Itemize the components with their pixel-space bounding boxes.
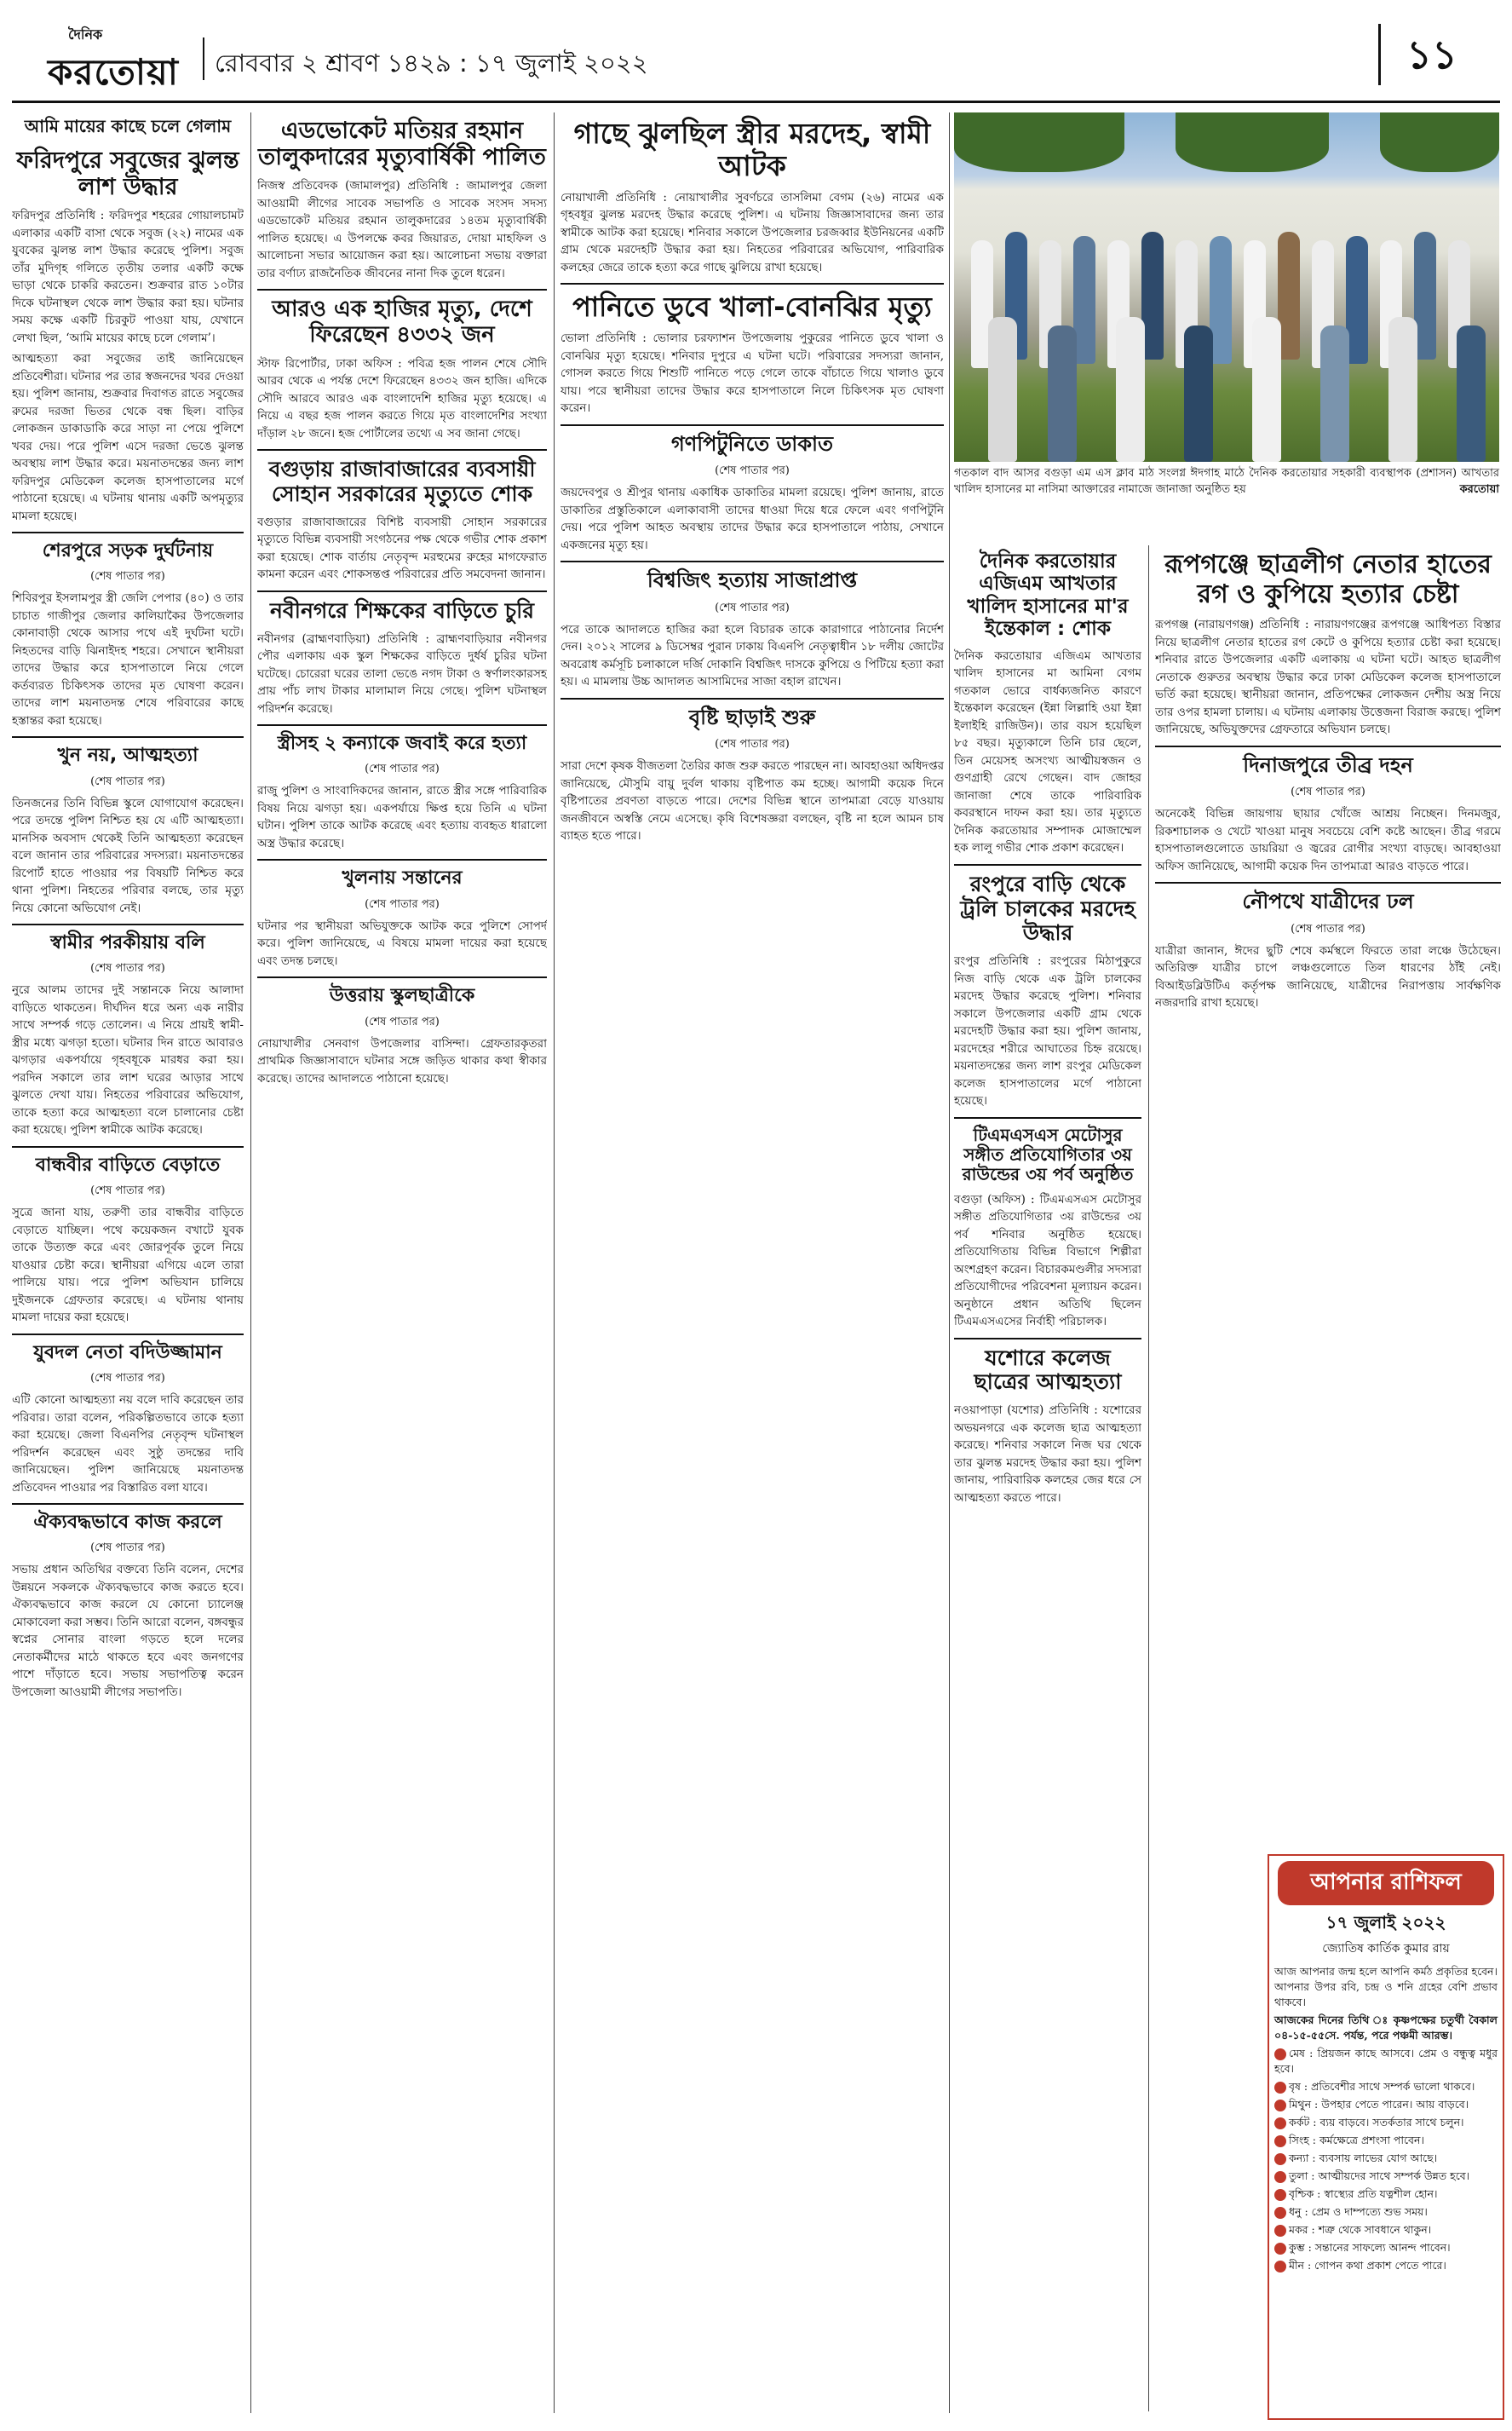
uttara-body: নোয়াখালীর সেনবাগ উপজেলার বাসিন্দা। গ্রেফতারকৃতরা প্রাথমিক জিজ্ঞাসাবাদে ঘটনার সঙ্গে জড়িত থাকার কথা স্বীকার করেছে। তাদের আদালতে পাঠানো হয়েছে।: [257, 1036, 547, 1086]
saja-headline: বিশ্বজিৎ হত্যায় সাজাপ্রাপ্ত: [647, 568, 858, 593]
divider: [954, 1117, 1141, 1119]
zodiac-icon: [1274, 2100, 1286, 2111]
bandhobi-headline: বান্ধবীর বাড়িতে বেড়াতে: [35, 1154, 221, 1176]
horoscope-sign-item: [1274, 2115, 1498, 2130]
horoscope-title: আপনার রাশিফল: [1278, 1861, 1494, 1905]
newspaper-logo: [43, 19, 179, 93]
jashore-headline: যশোরে কলেজ ছাত্রের আত্মহত্যা: [974, 1345, 1122, 1395]
hajji-headline: আরও এক হাজির মৃত্যু, দেশে ফিরেছেন ৪৩৩২ জন: [272, 297, 532, 348]
juboo-contd: (শেষ পাতার পর): [90, 1372, 165, 1385]
column-rule: [554, 112, 555, 2413]
horoscope-author: জ্যোতিষ কার্তিক কুমার রায়: [1322, 1942, 1450, 1956]
column-3: [561, 112, 944, 2413]
horoscope-sign-item: [1274, 2258, 1498, 2273]
unity-body: সভায় প্রধান অতিথির বক্তব্যে তিনি বলেন, দেশের উন্নয়নে সকলকে ঐক্যবদ্ধভাবে কাজ করতে হবে। ঐক্যবদ্ধভাবে কাজ করলে যে কোনো চ্যালেঞ্জ মোকাবেলা করা সম্ভব। তিনি আরো বলেন, বঙ্গবন্ধুর স্বপ্নের সোনার বাংলা গড়তে হলে দলের নেতাকর্মীদের মাঠে থাকতে হবে এবং জনগণের পাশে দাঁড়াতে হবে। সভায় সভাপতিত্ব করেন উপজেলা আওয়ামী লীগের সভাপতি।: [12, 1563, 244, 1699]
drown-body: ভোলা প্রতিনিধি : ভোলার চরফ্যাশন উপজেলায় পুকুরের পানিতে ডুবে খালা ও বোনঝির মৃত্যু হয়েছে। শনিবার দুপুরে এ ঘটনা ঘটে। পরিবারের সদস্যরা জানান, গোসল করতে গিয়ে শিশুটি পানিতে পড়ে গেলে তাকে বাঁচাতে গিয়ে খালাও ডুবে যায়। পরে স্থানীয়রা তাদের উদ্ধার করে হাসপাতালে নিলে চিকিৎসক মৃত ঘোষণা করেন।: [561, 331, 944, 416]
zodiac-icon: [1274, 2171, 1286, 2183]
wife-contd: (শেষ পাতার পর): [90, 962, 165, 976]
music-headline: টিএমএসএস মেটোসুর সঙ্গীত প্রতিযোগিতার ৩য় রাউন্ডের ৩য় পর্ব অনুষ্ঠিত: [962, 1124, 1134, 1184]
murder-body: তিনজনের তিনি বিভিন্ন স্কুলে যোগাযোগ করেছেন। পরে তদন্তে পুলিশ নিশ্চিত হয় যে এটি আত্মহত্যা। মানসিক অবসাদ থেকেই তিনি আত্মহত্যা করেছেন বলে জানান তার পরিবারের সদস্যরা। ময়নাতদন্তের রিপোর্ট হাতে পাওয়ার পর বিষয়টি নিশ্চিত করে থানা পুলিশ। নিহতের পরিবার বলছে, তার মৃত্যু নিয়ে কোনো অভিযোগ নেই।: [12, 796, 244, 915]
column-rule: [1148, 545, 1149, 2411]
troli-body: রংপুর প্রতিনিধি : রংপুরের মিঠাপুকুরে নিজ বাড়ি থেকে এক ট্রলি চালকের মরদেহ উদ্ধার করেছে পুলিশ। শনিবার সকালে উপজেলার একটি গ্রাম থেকে মরদেহটি উদ্ধার করা হয়। পুলিশ জানায়, মরদেহের শরীরে আঘাতের চিহ্ন রয়েছে। ময়নাতদন্তের জন্য লাশ রংপুর মেডিকেল কলেজ হাসপাতালের মর্গে পাঠানো হয়েছে।: [954, 954, 1141, 1108]
column-2: [257, 112, 547, 2413]
nouka-headline: নৌপথে যাত্রীদের ঢল: [1242, 890, 1414, 914]
horoscope-sign-item: [1274, 2079, 1498, 2094]
column-5: [1155, 545, 1501, 1841]
photo-person: [1184, 325, 1213, 462]
zodiac-icon: [1274, 2261, 1286, 2273]
uttara-headline: উত্তরায় স্কুলছাত্রীকে: [329, 985, 475, 1007]
photo-caption-text: গতকাল বাদ আসর বগুড়া এম এস ক্লাব মাঠ সংলগ্ন ঈদগাহ মাঠে দৈনিক করতোয়ার সহকারী ব্যবস্থাপক (প্রশাসন) আখতার খালিদ হাসানের মা নাসিমা আক্তারের নামাজে জানাজা অনুষ্ঠিত হয়: [954, 467, 1499, 496]
khulna-body: ঘটনার পর স্থানীয়রা অভিযুক্তকে আটক করে পুলিশে সোপর্দ করে। পুলিশ জানিয়েছে, এ বিষয়ে মামলা দায়ের করা হয়েছে এবং তদন্ত চলছে।: [257, 919, 547, 968]
zodiac-icon: [1274, 2153, 1286, 2165]
bandhobi-contd: (শেষ পাতার পর): [90, 1184, 165, 1198]
horoscope-signs: [1269, 2046, 1503, 2273]
divider: [561, 283, 944, 285]
rain-contd: (শেষ পাতার পর): [715, 738, 790, 752]
horoscope-date: ১৭ জুলাই ২০২২: [1325, 1912, 1446, 1933]
faridpur-body: আত্মহত্যা করা সবুজের তাই জানিয়েছেন প্রতিবেশীরা। ঘটনার পর তার স্বজনদের খবর দেওয়া হয়। পুলিশ জানায়, শুক্রবার দিবাগত রাতে সবুজের রুমের দরজা ভিতর থেকে বন্ধ ছিল। বাড়ির লোকজন ডাকাডাকি করে সাড়া না পেয়ে পুলিশে খবর দেয়। পরে পুলিশ এসে দরজা ভেঙে ঝুলন্ত অবস্থায় লাশ উদ্ধার করে। ময়নাতদন্তের জন্য লাশ ফরিদপুর মেডিকেল কলেজ হাসপাতালের মর্গে পাঠানো হয়েছে। এ ঘটনায় থানায় একটি অপমৃত্যুর মামলা হয়েছে।: [12, 352, 244, 523]
divider: [1155, 746, 1501, 747]
divider: [257, 859, 547, 861]
teacher-headline: নবীনগরে শিক্ষকের বাড়িতে চুরি: [269, 597, 535, 623]
masthead-divider: [203, 37, 204, 80]
nouka-contd: (শেষ পাতার পর): [1291, 922, 1365, 936]
road-contd: (শেষ পাতার পর): [90, 570, 165, 584]
nouka-body: যাত্রীরা জানান, ঈদের ছুটি শেষে কর্মস্থলে ফিরতে তারা লঞ্চে উঠেছেন। অতিরিক্ত যাত্রীর চাপে লঞ্চগুলোতে তিল ধারণের ঠাঁই নেই। বিআইডব্লিউটিএ কর্তৃপক্ষ জানিয়েছে, যাত্রীদের নিরাপত্তায় সার্বক্ষণিক নজরদারি রাখা হয়েছে।: [1155, 943, 1501, 1011]
news-photo-janaza: [954, 112, 1499, 462]
zodiac-icon: [1274, 2048, 1286, 2060]
horoscope-sign-text: কন্যা : ব্যবসায় লাভের যোগ আছে।: [1289, 2152, 1438, 2164]
kanya-headline: স্ত্রীসহ ২ কন্যাকে জবাই করে হত্যা: [277, 733, 527, 755]
divider: [12, 924, 244, 925]
akhtar-body: দৈনিক করতোয়ার এজিএম আখতার খালিদ হাসানের মা আমিনা বেগম গতকাল ভোরে বার্ধক্যজনিত কারণে ইন্তেকাল করেছেন (ইন্না লিল্লাহি ওয়া ইন্না ইলাইহি রাজিউন)। তার বয়স হয়েছিল ৮৫ বছর। মৃত্যুকালে তিনি চার ছেলে, তিন মেয়েসহ অসংখ্য আত্মীয়স্বজন ও গুণগ্রাহী রেখে গেছেন। বাদ জোহর জানাজা শেষে তাকে পারিবারিক কবরস্থানে দাফন করা হয়। তার মৃত্যুতে দৈনিক করতোয়ার সম্পাদক মোজাম্মেল হক লালু গভীর শোক প্রকাশ করেছেন।: [954, 648, 1141, 855]
horoscope-sign-text: মিথুন : উপহার পেতে পারেন। আয় বাড়বে।: [1289, 2098, 1469, 2111]
divider: [561, 698, 944, 700]
khulna-headline: খুলনায় সন্তানের: [342, 867, 463, 890]
horoscope-sign-text: কর্কট : ব্যয় বাড়বে। সতর্কতার সাথে চলুন।: [1289, 2116, 1464, 2129]
juboo-headline: যুবদল নেতা বদিউজ্জামান: [33, 1341, 222, 1363]
zodiac-icon: [1274, 2117, 1286, 2129]
tree-body: নোয়াখালী প্রতিনিধি : নোয়াখালীর সুবর্ণচরে তাসলিমা বেগম (২৬) নামের এক গৃহবধূর ঝুলন্ত মরদেহ উদ্ধার করেছে পুলিশ। এ ঘটনায় জিজ্ঞাসাবাদের জন্য তার স্বামীকে আটক করা হয়েছে। শনিবার সকালে উপজেলার চরজব্বার ইউনিয়নের একটি গ্রাম থেকে মরদেহটি উদ্ধার করা হয়। নিহতের পরিবারের অভিযোগ, পারিবারিক কলহের জেরে তাকে হত্যা করে গাছে ঝুলিয়ে রাখা হয়েছে।: [561, 190, 944, 274]
horoscope-sign-item: [1274, 2097, 1498, 2112]
photo-tree: [1176, 112, 1329, 172]
unity-headline: ঐক্যবদ্ধভাবে কাজ করলে: [33, 1512, 222, 1534]
photo-person: [1252, 317, 1281, 462]
zodiac-icon: [1274, 2207, 1286, 2219]
advocate-body: নিজস্ব প্রতিবেদক (জামালপুর) প্রতিনিধি : জামালপুর জেলা আওয়ামী লীগের সাবেক সভাপতি ও সাবেক সংসদ সদস্য এডভোকেট মতিয়র রহমান তালুকদারের ১৪তম মৃত্যুবার্ষিকী পালিত হয়েছে। এ উপলক্ষে কবর জিয়ারত, দোয়া মাহফিল ও আলোচনা সভার আয়োজন করা হয়। আলোচনা সভায় বক্তারা তার বর্ণাঢ্য রাজনৈতিক জীবনের নানা দিক তুলে ধরেন।: [257, 179, 547, 280]
divider: [257, 289, 547, 291]
zodiac-icon: [1274, 2189, 1286, 2201]
horoscope-sign-text: মেষ : প্রিয়জন কাছে আসবে। প্রেম ও বন্ধুত্ব মধুর হবে।: [1274, 2047, 1498, 2075]
column-rule: [250, 112, 251, 2413]
wife-headline: স্বামীর পরকীয়ায় বলি: [50, 932, 205, 954]
horoscope-sign-text: মকর : শত্রু থেকে সাবধানে থাকুন।: [1289, 2223, 1432, 2236]
unity-contd: (শেষ পাতার পর): [90, 1541, 165, 1555]
zodiac-icon: [1274, 2082, 1286, 2094]
photo-tree: [954, 112, 1124, 172]
horoscope-sign-item: [1274, 2222, 1498, 2238]
saja-body: পরে তাকে আদালতে হাজির করা হলে বিচারক তাকে কারাগারে পাঠানোর নির্দেশ দেন। ২০১২ সালের ৯ ডিসেম্বর পুরান ঢাকায় বিএনপি নেতৃত্বাধীন ১৮ দলীয় জোটের অবরোধ কর্মসূচি চলাকালে দর্জি দোকানি বিশ্বজিৎ দাসকে কুপিয়ে ও পিটিয়ে হত্যা করা হয়। এ মামলায় উচ্চ আদালত আসামিদের সাজা বহাল রাখেন।: [561, 622, 944, 689]
divider: [257, 724, 547, 726]
murder-headline: খুন নয়, আত্মহত্যা: [57, 745, 198, 767]
troli-headline: রংপুরে বাড়ি থেকে ট্রলি চালকের মরদেহ উদ্ধার: [960, 871, 1135, 946]
horoscope-sign-text: তুলা : আত্মীয়দের সাথে সম্পর্ক উন্নত হবে।: [1289, 2169, 1470, 2182]
divider: [1155, 882, 1501, 884]
horoscope-sign-text: কুম্ভ : সন্তানের সাফল্যে আনন্দ পাবেন।: [1289, 2241, 1451, 2254]
robbery-contd: (শেষ পাতার পর): [715, 464, 790, 478]
logo-big-text: করতোয়া: [48, 51, 179, 93]
horoscope-sign-text: সিংহ : কর্মক্ষেত্রে প্রশংসা পাবেন।: [1289, 2134, 1424, 2146]
divider: [257, 976, 547, 978]
photo-person: [1457, 325, 1486, 462]
photo-person: [1048, 325, 1077, 462]
divider: [12, 532, 244, 533]
photo-tree: [1380, 112, 1499, 172]
bogura-headline: বগুড়ায় রাজাবাজারের ব্যবসায়ী সোহান সরকারের মৃত্যুতে শোক: [268, 457, 536, 507]
music-body: বগুড়া (অফিস) : টিএমএসএস মেটোসুর সঙ্গীত প্রতিযোগিতার ৩য় রাউন্ডের ৩য় পর্ব শনিবার অনুষ্ঠিত হয়েছে। প্রতিযোগিতায় বিভিন্ন বিভাগে শিল্পীরা অংশগ্রহণ করেন। বিচারকমণ্ডলীর সদস্যরা প্রতিযোগীদের পরিবেশনা মূল্যায়ন করেন। অনুষ্ঠানে প্রধান অতিথি ছিলেন টিএমএসএসের নির্বাহী পরিচালক।: [954, 1192, 1141, 1328]
uttara-contd: (শেষ পাতার পর): [365, 1015, 440, 1028]
horoscope-sign-item: [1274, 2169, 1498, 2184]
road-headline: শেরপুরে সড়ক দুর্ঘটনায়: [42, 540, 214, 562]
zodiac-icon: [1274, 2243, 1286, 2255]
bandhobi-body: সুত্রে জানা যায়, তরুণী তার বান্ধবীর বাড়িতে বেড়াতে যাচ্ছিল। পথে কয়েকজন বখাটে যুবক তাকে উত্যক্ত করে এবং জোরপূর্বক তুলে নিয়ে যাওয়ার চেষ্টা করে। স্থানীয়রা এগিয়ে এলে তারা পালিয়ে যায়। পরে পুলিশ অভিযান চালিয়ে দুইজনকে গ্রেফতার করেছে। এ ঘটনায় থানায় মামলা দায়ের করা হয়েছে।: [12, 1206, 244, 1325]
logo-small-text: দৈনিক: [68, 26, 103, 43]
rupganj-headline: রূপগঞ্জে ছাত্রলীগ নেতার হাতের রগ ও কুপিয়ে হত্যার চেষ্টা: [1164, 550, 1492, 609]
photo-person: [1320, 325, 1349, 462]
divider: [561, 424, 944, 426]
photo-person: [1388, 317, 1417, 462]
photo-caption: [954, 465, 1499, 498]
horoscope-box: [1268, 1854, 1504, 2420]
photo-person: [1116, 317, 1145, 462]
horoscope-intro: আজ আপনার জন্ম হলে আপনি কর্মঠ প্রকৃতির হবেন। আপনার উপর রবি, চন্দ্র ও শনি গ্রহের বেশি প্রভাব থাকবে।: [1274, 1965, 1498, 2008]
horoscope-sign-item: [1274, 2186, 1498, 2202]
divider: [257, 449, 547, 451]
road-body: শিবিরপুর ইসলামপুর স্ত্রী জেলি পেপার (৪০) ও তার চাচাত গাজীপুর জেলার কালিয়াকৈর উপজেলার কোনাবাড়ী থেকে আসার পথে এই দুর্ঘটনা ঘটে। নিহতদের বাড়ি ঝিনাইদহ শহরে। সেখানে স্থানীয়রা তাদের উদ্ধার করে হাসপাতালে নিয়ে গেলে কর্তব্যরত চিকিৎসক তাদের মৃত ঘোষণা করেন। তাদের লাশ ময়নাতদন্ত শেষে পরিবারের কাছে হস্তান্তর করা হয়েছে।: [12, 591, 244, 728]
faridpur-lead: ফরিদপুর প্রতিনিধি : ফরিদপুর শহরের গোয়ালচামট এলাকার একটি বাসা থেকে সবুজ (২২) নামের এক যুবকের ঝুলন্ত লাশ উদ্ধার করেছে পুলিশ। সবুজ তাঁর মুদিগৃহ গলিতে তৃতীয় তলার একটি কক্ষে ভাড়া থেকে চাকরি করতেন। শুক্রবার রাত ১০টার দিকে ঘটনাস্থল থেকে লাশ উদ্ধার করা হয়। ঘটনার সময় কক্ষে একটি চিরকুট পাওয়া যায়, যেখানে লেখা ছিল, ‘আমি মায়ের কাছে চলে গেলাম’।: [12, 209, 244, 345]
jashore-body: নওয়াপাড়া (যশোর) প্রতিনিধি : যশোরের অভয়নগরে এক কলেজ ছাত্র আত্মহত্যা করেছে। শনিবার সকালে নিজ ঘর থেকে তার ঝুলন্ত মরদেহ উদ্ধার করা হয়। পুলিশ জানায়, পারিবারিক কলহের জের ধরে সে আত্মহত্যা করতে পারে।: [954, 1403, 1141, 1505]
divider: [954, 1338, 1141, 1339]
divider: [12, 1146, 244, 1148]
drown-headline: পানিতে ডুবে খালা-বোনঝির মৃত্যু: [572, 291, 932, 324]
hajji-body: স্টাফ রিপোর্টার, ঢাকা অফিস : পবিত্র হজ পালন শেষে সৌদি আরব থেকে এ পর্যন্ত দেশে ফিরেছেন ৪৩৩২ জন হাজি। এদিকে সৌদি আরবে আরও এক বাংলাদেশি হাজির মৃত্যু হয়েছে। এ নিয়ে এ বছর হজ পালন করতে গিয়ে মৃত বাংলাদেশির সংখ্যা দাঁড়াল ২৮ জনে। হজ পোর্টালের তথ্যে এ সব জানা গেছে।: [257, 356, 547, 441]
robbery-body: জয়দেবপুর ও শ্রীপুর থানায় একাধিক ডাকাতির মামলা রয়েছে। পুলিশ জানায়, রাতে ডাকাতির প্রস্তুতিকালে এলাকাবাসী তাদের ধাওয়া দিয়ে ধরে ফেলে এবং গণপিটুনি দেয়। পরে পুলিশ আহত অবস্থায় তাদের উদ্ধার করে হাসপাতালে পাঠায়, সেখানে একজনের মৃত্যু হয়।: [561, 486, 944, 552]
zodiac-icon: [1274, 2135, 1286, 2147]
horoscope-sign-text: বৃশ্চিক : স্বাস্থ্যের প্রতি যত্নশীল হোন।: [1289, 2187, 1438, 2200]
faridpur-headline: ফরিদপুরে সবুজের ঝুলন্ত লাশ উদ্ধার: [16, 147, 239, 201]
column-1: [12, 112, 244, 2413]
teacher-body: নবীনগর (ব্রাহ্মণবাড়িয়া) প্রতিনিধি : ব্রাহ্মণবাড়িয়ার নবীনগর পৌর এলাকায় এক স্কুল শিক্ষকের বাড়িতে দুর্ধর্ষ চুরির ঘটনা ঘটেছে। চোরেরা ঘরের তালা ভেঙে নগদ টাকা ও স্বর্ণালংকারসহ প্রায় পাঁচ লাখ টাকার মালামাল নিয়ে গেছে। পুলিশ ঘটনাস্থল পরিদর্শন করেছে।: [257, 631, 547, 716]
masthead: [12, 0, 1500, 103]
rain-body: সারা দেশে কৃষক বীজতলা তৈরির কাজ শুরু করতে পারছেন না। আবহাওয়া অধিদপ্তর জানিয়েছে, মৌসুমি বায়ু দুর্বল থাকায় বৃষ্টিপাত কম হচ্ছে। আগামী কয়েক দিনে বৃষ্টিপাতের প্রবণতা বাড়তে পারে। দেশের বিভিন্ন স্থানে তাপমাত্রা বেড়ে যাওয়ায় জনজীবনে অস্বস্তি নেমে এসেছে। কৃষি বিশেষজ্ঞরা বলছেন, বৃষ্টি না হলে আমন চাষ ব্যাহত হতে পারে।: [561, 759, 944, 844]
horoscope-sign-item: [1274, 2204, 1498, 2220]
dinajpur-contd: (শেষ পাতার পর): [1291, 786, 1365, 799]
divider: [561, 561, 944, 562]
rupganj-body: রূপগঞ্জ (নারায়ণগঞ্জ) প্রতিনিধি : নারায়ণগঞ্জের রূপগঞ্জে আধিপত্য বিস্তার নিয়ে ছাত্রলীগ নেতার হাতের রগ কেটে ও কুপিয়ে হত্যার চেষ্টা করা হয়েছে। শনিবার রাতে উপজেলার একটি এলাকায় এ ঘটনা ঘটে। আহত ছাত্রলীগ নেতাকে গুরুতর অবস্থায় উদ্ধার করে ঢাকা মেডিকেল কলেজ হাসপাতালে ভর্তি করা হয়েছে। স্থানীয়রা জানান, প্রতিপক্ষের লোকজন দেশীয় অস্ত্র নিয়ে তার ওপর হামলা চালায়। এ ঘটনায় এলাকায় উত্তেজনা বিরাজ করছে। পুলিশ জানিয়েছে, অভিযুক্তদের গ্রেফতারে অভিযান চলছে।: [1155, 618, 1501, 736]
saja-contd: (শেষ পাতার পর): [715, 601, 790, 614]
divider: [954, 864, 1141, 866]
rain-headline: বৃষ্টি ছাড়াই শুরু: [688, 705, 816, 729]
advocate-headline: এডভোকেট মতিয়র রহমান তালুকদারের মৃত্যুবার্ষিকী পালিত: [258, 118, 546, 171]
photo-credit: করতোয়া: [1459, 483, 1499, 496]
kanya-body: রাজু পুলিশ ও সাংবাদিকদের জানান, রাতে স্ত্রীর সঙ্গে পারিবারিক বিষয় নিয়ে ঝগড়া হয়। একপর্যায়ে ক্ষিপ্ত হয়ে তিনি এ ঘটনা ঘটান। পুলিশ তাকে আটক করেছে এবং হত্যায় ব্যবহৃত ধারালো অস্ত্র উদ্ধার করেছে।: [257, 784, 547, 850]
divider: [12, 1503, 244, 1505]
zodiac-icon: [1274, 2225, 1286, 2237]
horoscope-sign-text: ধনু : প্রেম ও দাম্পত্যে শুভ সময়।: [1289, 2205, 1428, 2218]
murder-contd: (শেষ পাতার পর): [90, 775, 165, 788]
horoscope-sign-item: [1274, 2240, 1498, 2255]
issue-date: রোববার ২ শ্রাবণ ১৪২৯ : ১৭ জুলাই ২০২২: [215, 49, 648, 78]
photo-person: [988, 317, 1017, 462]
horoscope-tithi: আজকের দিনের তিথি ঃ কৃষ্ণপক্ষের চতুর্থী বৈকাল ০৪-১৫-৫৫সে. পর্যন্ত, পরে পঞ্চমী আরম্ভ।: [1274, 2013, 1498, 2042]
dinajpur-headline: দিনাজপুরে তীব্র দহন: [1243, 752, 1413, 777]
bogura-body: বগুড়ার রাজাবাজারের বিশিষ্ট ব্যবসায়ী সোহান সরকারের মৃত্যুতে বিভিন্ন ব্যবসায়ী সংগঠনের পক্ষ থেকে গভীর শোক প্রকাশ করা হয়েছে। শোক বার্তায় নেতৃবৃন্দ মরহুমের রুহের মাগফেরাত কামনা করেন এবং শোকসন্তপ্ত পরিবারের প্রতি সমবেদনা জানান।: [257, 515, 547, 582]
horoscope-sign-item: [1274, 2046, 1498, 2077]
horoscope-sign-text: বৃষ : প্রতিবেশীর সাথে সম্পর্ক ভালো থাকবে।: [1289, 2080, 1475, 2093]
divider: [257, 590, 547, 592]
page-number: ১১: [1378, 24, 1483, 85]
horoscope-body: [1269, 1964, 1503, 2273]
horoscope-sign-item: [1274, 2151, 1498, 2166]
dinajpur-body: অনেকেই বিভিন্ন জায়গায় ছায়ার খোঁজে আশ্রয় নিচ্ছেন। দিনমজুর, রিকশাচালক ও খেটে খাওয়া মানুষ সবচেয়ে বেশি কষ্টে আছেন। তীব্র গরমে হাসপাতালগুলোতে ডায়রিয়া ও জ্বরের রোগীর সংখ্যা বাড়ছে। আবহাওয়া অফিস জানিয়েছে, আগামী কয়েক দিন তাপমাত্রা আরও বাড়তে পারে।: [1155, 807, 1501, 873]
akhtar-headline: দৈনিক করতোয়ার এজিএম আখতার খালিদ হাসানের মা'র ইন্তেকাল : শোক: [967, 550, 1129, 641]
tree-headline: গাছে ঝুলছিল স্ত্রীর মরদেহ, স্বামী আটক: [573, 117, 931, 182]
juboo-body: এটি কোনো আত্মহত্যা নয় বলে দাবি করেছেন তার পরিবার। তারা বলেন, পরিকল্পিতভাবে তাকে হত্যা করা হয়েছে। জেলা বিএনপির নেতৃবৃন্দ ঘটনাস্থল পরিদর্শন করেছেন এবং সুষ্ঠু তদন্তের দাবি জানিয়েছেন। পুলিশ জানিয়েছে ময়নাতদন্ত প্রতিবেদন পাওয়ার পর বিস্তারিত বলা যাবে।: [12, 1393, 244, 1495]
robbery-headline: গণপিটুনিতে ডাকাত: [670, 431, 834, 456]
faridpur-kicker: আমি মায়ের কাছে চলে গেলাম: [24, 116, 232, 136]
horoscope-sign-item: [1274, 2133, 1498, 2148]
divider: [12, 1334, 244, 1335]
column-rule: [949, 112, 950, 2413]
horoscope-sign-text: মীন : গোপন কথা প্রকাশ পেতে পারে।: [1289, 2259, 1446, 2272]
khulna-contd: (শেষ পাতার পর): [365, 897, 440, 911]
divider: [12, 736, 244, 738]
column-4: [954, 545, 1141, 2411]
kanya-contd: (শেষ পাতার পর): [365, 763, 440, 776]
wife-body: নুরে আলম তাদের দুই সন্তানকে নিয়ে আলাদা বাড়িতে থাকতেন। দীর্ঘদিন ধরে অন্য এক নারীর সাথে সম্পর্ক গড়ে তোলেন। এ নিয়ে প্রায়ই স্বামী-স্ত্রীর মধ্যে ঝগড়া হতো। ঘটনার দিন রাতে আবারও ঝগড়ার একপর্যায়ে গৃহবধূকে মারধর করা হয়। পরদিন সকালে তার লাশ ঘরের আড়ার সাথে ঝুলতে দেখা যায়। নিহতের পরিবারের অভিযোগ, তাকে হত্যা করে আত্মহত্যা বলে চালানোর চেষ্টা করা হয়েছে। পুলিশ স্বামীকে আটক করেছে।: [12, 983, 244, 1138]
